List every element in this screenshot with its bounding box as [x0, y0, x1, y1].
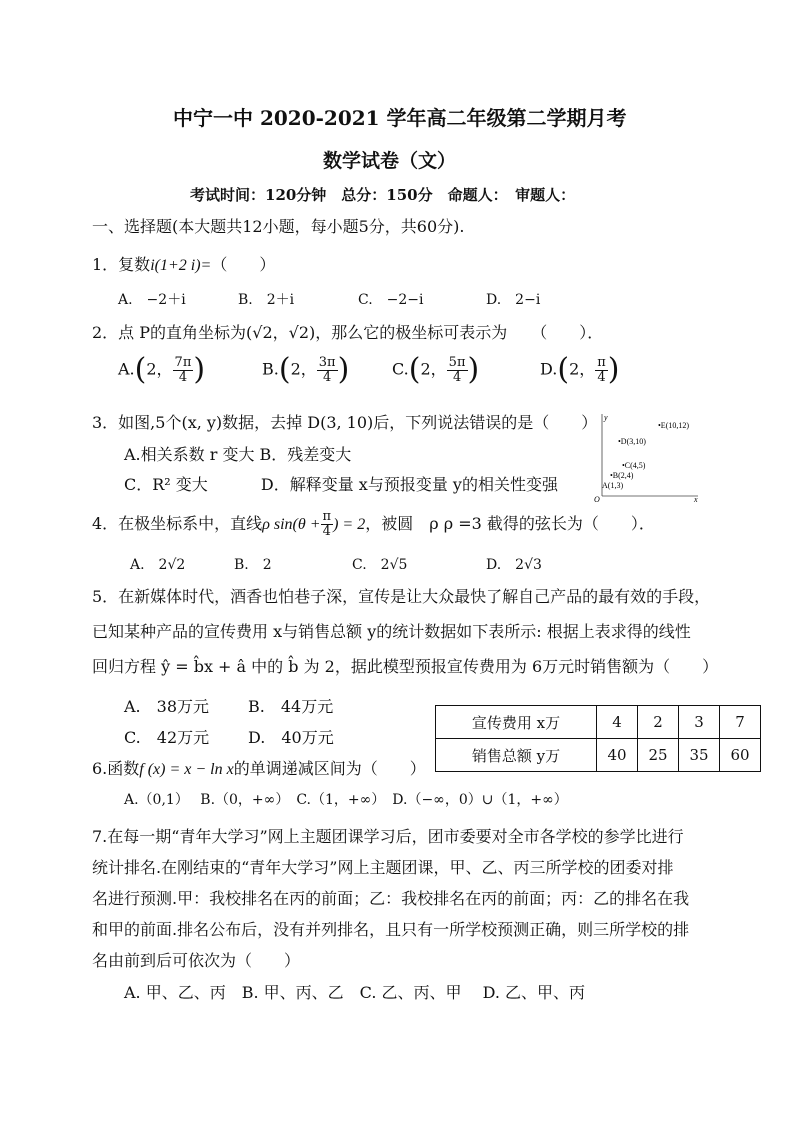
question-3-options-line-1: A.相关系数 r 变大 B．残差变大: [124, 445, 352, 464]
question-5-line-1: 5．在新媒体时代，酒香也怕巷子深，宣传是让大众最快了解自己产品的最有效的手段，: [92, 587, 711, 606]
right-paren: ): [607, 352, 620, 387]
option-angle-fraction: [317, 356, 338, 385]
option-letter: C.: [392, 359, 409, 379]
table-cell: 4: [597, 706, 638, 739]
question-1-number: 1．复数: [92, 255, 151, 274]
question-1-option-a: A. −2＋i: [118, 292, 186, 308]
question-2-option-b: [262, 352, 350, 387]
question-5-line-3: 回归方程 ŷ = b̂x + â 中的 b̂ 为 2，据此模型预报宣传费用为 6万元时销售额为（ ）: [92, 657, 719, 676]
x-axis-label: x: [694, 495, 698, 504]
point-d: •D(3,10): [618, 437, 646, 446]
question-6-stem-end: 的单调递减区间为（ ）: [233, 759, 426, 778]
question-2-stem: 2．点 P的直角坐标为(√2，√2)，那么它的极坐标可表示为 （ ）．: [92, 323, 604, 342]
table-cell: 25: [638, 739, 679, 772]
fraction-denominator: 4: [178, 369, 188, 385]
question-4-option-b: B. 2: [234, 557, 272, 573]
question-4-fraction: [321, 510, 334, 539]
question-6: [92, 756, 426, 779]
question-6-expression: f (x) = x − ln x: [139, 761, 234, 778]
table-cell: 35: [679, 739, 720, 772]
point-e: •E(10,12): [658, 421, 690, 430]
question-7-line-2: 统计排名.在刚结束的“青年大学习”网上主题团课，甲、乙、丙三所学校的团委对排: [92, 858, 674, 877]
exam-subtitle: 数学试卷（文）: [323, 150, 457, 172]
fraction-denominator: 4: [322, 524, 331, 539]
question-2-option-c: [392, 352, 480, 387]
fraction-numerator: 3π: [318, 354, 336, 370]
question-5-option-b: B. 44万元: [248, 697, 334, 716]
option-angle-fraction: [173, 356, 194, 385]
right-paren: ): [337, 352, 350, 387]
question-1-answer-blank: （ ）: [211, 255, 276, 274]
point-b: •B(2,4): [610, 471, 634, 480]
question-4-stem-start: 4．在极坐标系中，直线: [92, 514, 263, 533]
left-paren: (: [408, 352, 421, 387]
question-1: [92, 252, 275, 275]
option-letter: B.: [262, 359, 279, 379]
exam-title: 中宁一中 2020-2021 学年高二年级第二学期月考: [173, 106, 627, 130]
left-paren: (: [557, 352, 570, 387]
question-4-option-d: D. 2√3: [486, 557, 542, 573]
question-3-stem: 3．如图,5个(x, y)数据，去掉 D(3, 10)后，下列说法错误的是（ ）: [92, 413, 598, 432]
table-row: [436, 739, 761, 772]
section-heading: 一、选择题(本大题共12小题，每小题5分，共60分).: [92, 217, 465, 236]
option-angle-fraction: [595, 356, 608, 385]
question-1-option-d: D. 2−i: [486, 292, 541, 308]
question-4-option-c: C. 2√5: [352, 557, 408, 573]
question-7-line-1: 7.在每一期“青年大学习”网上主题团课学习后，团市委要对全市各学校的参学比进行: [92, 827, 684, 846]
fraction-numerator: 5π: [448, 354, 466, 370]
question-7-line-5: 名由前到后可依次为（ ）: [92, 951, 301, 970]
question-4-option-a: A. 2√2: [130, 557, 186, 573]
option-radius: 2，: [569, 359, 596, 379]
table-cell: 40: [597, 739, 638, 772]
right-paren: ): [467, 352, 480, 387]
fraction-numerator: π: [597, 354, 606, 370]
fraction-denominator: 4: [452, 369, 462, 385]
table-row: [436, 706, 761, 739]
fraction-denominator: 4: [323, 369, 332, 385]
question-4-expression-end: ) = 2: [333, 516, 366, 533]
question-1-option-c: C. −2−i: [358, 292, 424, 308]
fraction-numerator: 7π: [174, 354, 192, 370]
question-7-line-3: 名进行预测.甲：我校排名在丙的前面；乙：我校排名在丙的前面；丙：乙的排名在我: [92, 889, 690, 908]
option-radius: 2，: [290, 359, 317, 379]
question-6-options: A.（0,1） B.（0，+∞） C.（1，+∞） D.（−∞，0）∪（1，+∞）: [124, 792, 568, 808]
right-paren: ): [193, 352, 206, 387]
question-4-expression: ρ sin(θ +: [262, 516, 321, 533]
question-3-options-line-2: C．R² 变大 D．解释变量 x与预报变量 y的相关性变强: [124, 475, 558, 494]
left-paren: (: [278, 352, 291, 387]
fraction-numerator: π: [322, 509, 332, 524]
question-7-line-4: 和甲的前面.排名公布后，没有并列排名，且只有一所学校预测正确，则三所学校的排: [92, 920, 690, 939]
point-a: A(1,3): [602, 481, 624, 490]
question-6-stem-start: 6.函数: [92, 759, 140, 778]
table-row-label: 销售总额 y万: [436, 739, 597, 772]
origin-label: O: [594, 495, 600, 504]
option-radius: 2，: [146, 359, 173, 379]
question-2-option-a: [118, 352, 206, 387]
question-2-option-d: [540, 352, 620, 387]
question-4-stem-end: ，被圆 ρ ρ =3 截得的弦长为（ ）．: [365, 514, 655, 533]
question-1-expression: i(1+2 i)=: [150, 257, 212, 274]
table-cell: 7: [720, 706, 761, 739]
question-1-option-b: B. 2＋i: [238, 292, 295, 308]
table-cell: 3: [679, 706, 720, 739]
question-4: [92, 510, 655, 539]
exam-info: 考试时间：120分钟 总分：150分 命题人： 审题人：: [190, 186, 576, 204]
option-angle-fraction: [447, 356, 468, 385]
option-letter: D.: [540, 359, 558, 379]
option-radius: 2，: [420, 359, 447, 379]
y-axis-label: y: [604, 413, 608, 422]
question-5-line-2: 已知某种产品的宣传费用 x与销售总额 y的统计数据如下表所示: 根据上表求得的线性: [92, 622, 691, 641]
question-7-options: A. 甲、乙、丙 B. 甲、丙、乙 C. 乙、丙、甲 D. 乙、甲、丙: [124, 983, 586, 1002]
scatter-plot-figure: [590, 408, 710, 504]
point-c: •C(4,5): [622, 461, 646, 470]
table-cell: 2: [638, 706, 679, 739]
option-letter: A.: [118, 359, 135, 379]
question-5-data-table: [435, 705, 761, 772]
question-5-option-a: A. 38万元: [124, 697, 210, 716]
table-cell: 60: [720, 739, 761, 772]
table-row-label: 宣传费用 x万: [436, 706, 597, 739]
question-5-option-c: C. 42万元: [124, 728, 210, 747]
question-5-option-d: D. 40万元: [248, 728, 334, 747]
fraction-denominator: 4: [597, 369, 606, 385]
left-paren: (: [134, 352, 147, 387]
